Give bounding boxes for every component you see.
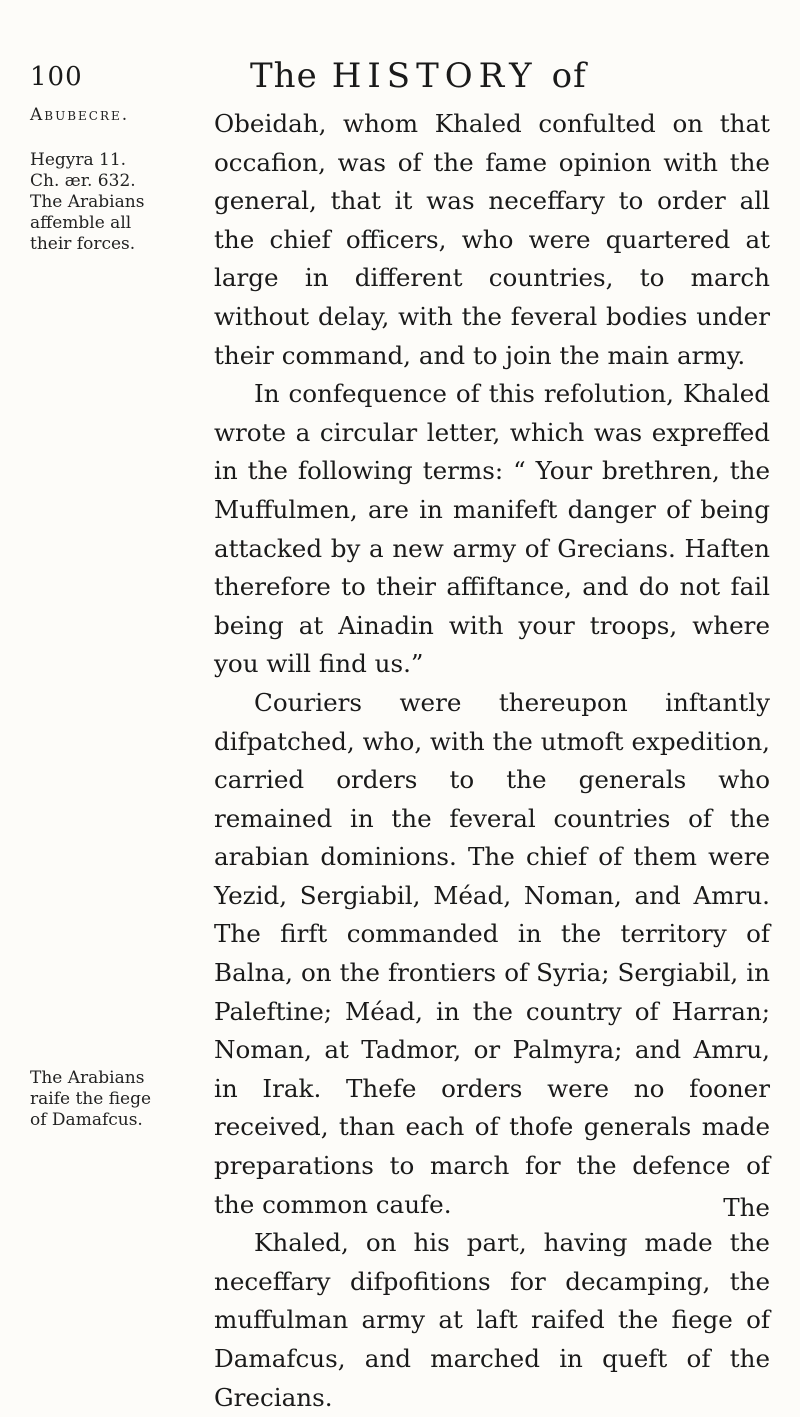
margin-note-date-summary: Hegyra 11. Ch. ær. 632. The Arabians affemble all their forces. bbox=[30, 150, 145, 254]
margin-note-siege: The Arabians raife the fiege of Damafcus. bbox=[30, 1068, 152, 1130]
page-number: 100 bbox=[30, 62, 83, 92]
paragraph-1: Obeidah, whom Khaled confulted on that occafion, was of the fame opinion with the general, that it was neceffary to order all the chief officers, who were quartered at large in different countries, to march without delay, with the feveral bodies under their command, and to join the main army. bbox=[214, 109, 770, 370]
running-head bbox=[250, 56, 587, 96]
body-text bbox=[214, 105, 770, 1417]
paragraph-2: In confequence of this refolution, Khaled wrote a circular letter, which was expreffed in the following terms: “ Your brethren, the Muffulmen, are in manifeft danger of being attacked by a new army of Grecians. Haften therefore to their affiftance, and do not fail being at Ainadin with your troops, where you will find us.” bbox=[214, 379, 770, 679]
running-head-title: HISTORY bbox=[331, 56, 538, 96]
paragraph-3: Couriers were thereupon inftantly difpatched, who, with the utmoft expedition, carried orders to the generals who remained in the feveral countries of the arabian dominions. The chief of them were Yezid, Sergiabil, Méad, Noman, and Amru. The firft commanded in the territory of Balna, on the frontiers of Syria; Sergiabil, in Paleftine; Méad, in the country of Harran; Noman, at Tadmor, or Palmyra; and Amru, in Irak. Thefe orders were no fooner received, than each of thofe generals made preparations to march for the defence of the common caufe. bbox=[214, 687, 770, 1219]
catchword: The bbox=[723, 1193, 770, 1222]
running-head-prefix: The bbox=[250, 56, 318, 96]
margin-note-reign: Abubecre. bbox=[30, 105, 130, 125]
running-head-suffix: of bbox=[551, 56, 587, 96]
paragraph-4: Khaled, on his part, having made the neceffary difpofitions for decamping, the muffulman army at laft raifed the fiege of Damafcus, and marched in queft of the Grecians. bbox=[214, 1228, 770, 1412]
